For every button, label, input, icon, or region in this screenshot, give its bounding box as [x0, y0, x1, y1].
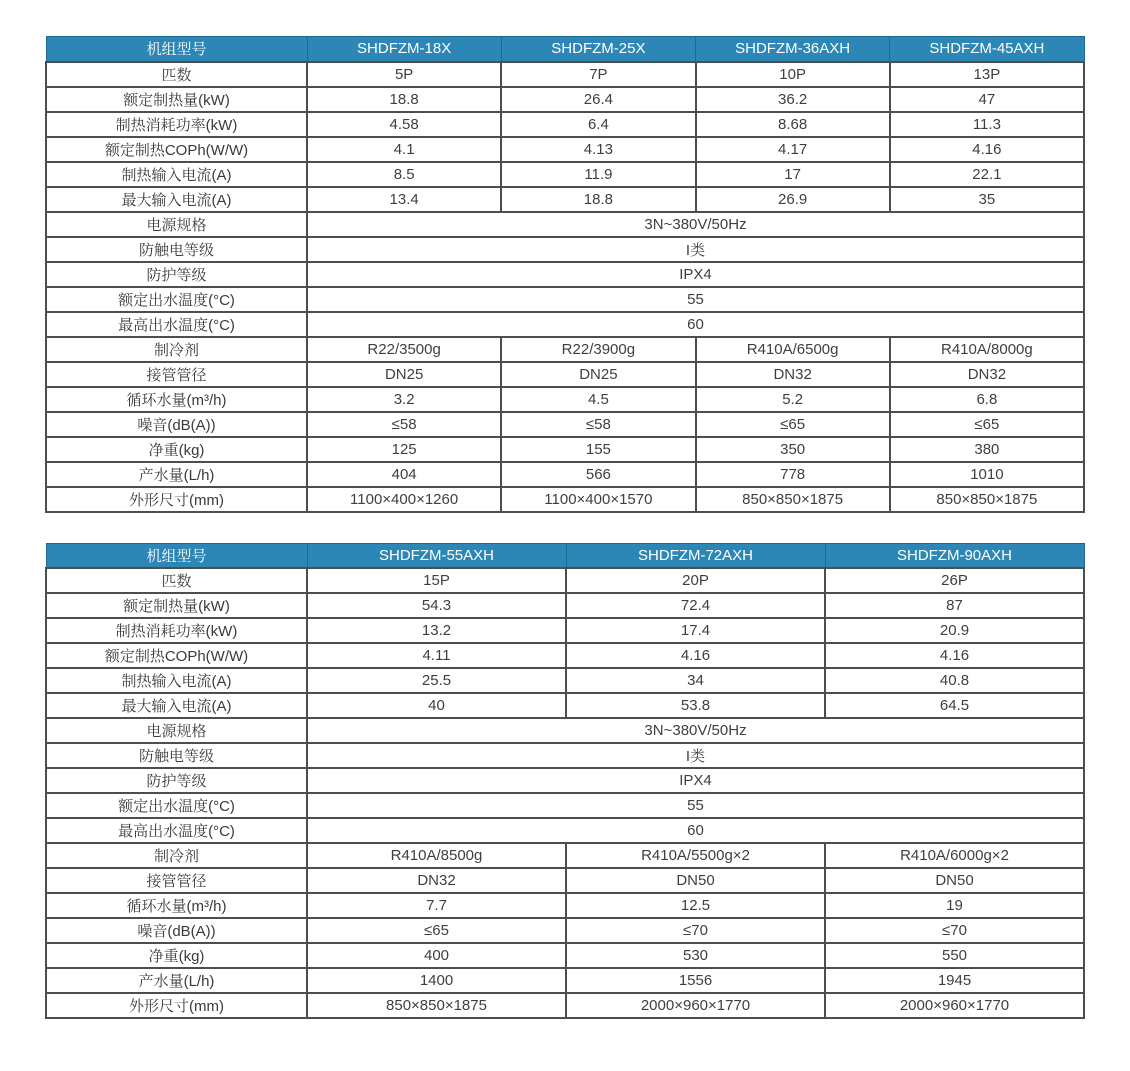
- value-cell: 4.58: [307, 112, 501, 137]
- value-cell: R410A/6500g: [696, 337, 890, 362]
- row-label: 循环水量(m³/h): [46, 387, 307, 412]
- value-cell-merged: 55: [307, 287, 1084, 312]
- table-row: [46, 693, 1084, 718]
- model-header-cell: SHDFZM-90AXH: [825, 543, 1084, 568]
- value-cell: 350: [696, 437, 890, 462]
- row-label: 制冷剂: [46, 843, 307, 868]
- row-label: 最高出水温度(°C): [46, 312, 307, 337]
- value-cell: ≤65: [307, 918, 566, 943]
- spec-table-1: [45, 36, 1085, 513]
- value-cell: 11.3: [890, 112, 1084, 137]
- value-cell: 35: [890, 187, 1084, 212]
- value-cell: 18.8: [307, 87, 501, 112]
- row-label: 匹数: [46, 62, 307, 87]
- table-row: [46, 462, 1084, 487]
- value-cell: 850×850×1875: [307, 993, 566, 1018]
- row-label: 循环水量(m³/h): [46, 893, 307, 918]
- value-cell: 1100×400×1260: [307, 487, 501, 512]
- row-label: 制冷剂: [46, 337, 307, 362]
- table-row: [46, 843, 1084, 868]
- value-cell: 64.5: [825, 693, 1084, 718]
- row-label: 外形尺寸(mm): [46, 487, 307, 512]
- value-cell: 13.4: [307, 187, 501, 212]
- row-category-header: 机组型号: [46, 543, 307, 568]
- value-cell: 20P: [566, 568, 825, 593]
- value-cell: R410A/6000g×2: [825, 843, 1084, 868]
- value-cell: ≤65: [696, 412, 890, 437]
- table-row: [46, 237, 1084, 262]
- row-label: 净重(kg): [46, 943, 307, 968]
- value-cell: R410A/8000g: [890, 337, 1084, 362]
- table-row: [46, 337, 1084, 362]
- model-header-cell: SHDFZM-55AXH: [307, 543, 566, 568]
- value-cell: 13.2: [307, 618, 566, 643]
- table-row: [46, 918, 1084, 943]
- value-cell: DN32: [307, 868, 566, 893]
- table-row: [46, 387, 1084, 412]
- value-cell: DN25: [307, 362, 501, 387]
- value-cell: 155: [501, 437, 695, 462]
- table-row: [46, 412, 1084, 437]
- value-cell: 18.8: [501, 187, 695, 212]
- value-cell: 87: [825, 593, 1084, 618]
- value-cell-merged: 60: [307, 818, 1084, 843]
- model-header-cell: SHDFZM-18X: [307, 37, 501, 62]
- row-label: 最大输入电流(A): [46, 693, 307, 718]
- table-row: [46, 893, 1084, 918]
- row-label: 噪音(dB(A)): [46, 918, 307, 943]
- value-cell: DN50: [566, 868, 825, 893]
- value-cell: ≤70: [566, 918, 825, 943]
- table-row: [46, 187, 1084, 212]
- value-cell: 20.9: [825, 618, 1084, 643]
- value-cell: R22/3900g: [501, 337, 695, 362]
- value-cell: DN25: [501, 362, 695, 387]
- row-label: 接管管径: [46, 868, 307, 893]
- value-cell: 1556: [566, 968, 825, 993]
- value-cell: 6.8: [890, 387, 1084, 412]
- value-cell: 1945: [825, 968, 1084, 993]
- value-cell: 7P: [501, 62, 695, 87]
- table-row: [46, 643, 1084, 668]
- row-label: 接管管径: [46, 362, 307, 387]
- value-cell: ≤58: [307, 412, 501, 437]
- table-row: [46, 618, 1084, 643]
- row-label: 额定制热COPh(W/W): [46, 643, 307, 668]
- table-row: [46, 868, 1084, 893]
- row-label: 制热消耗功率(kW): [46, 618, 307, 643]
- row-category-header: 机组型号: [46, 37, 307, 62]
- row-label: 噪音(dB(A)): [46, 412, 307, 437]
- row-label: 最高出水温度(°C): [46, 818, 307, 843]
- value-cell: 4.16: [825, 643, 1084, 668]
- value-cell: 11.9: [501, 162, 695, 187]
- value-cell: 26P: [825, 568, 1084, 593]
- value-cell: 3.2: [307, 387, 501, 412]
- table-row: [46, 62, 1084, 87]
- table-row: [46, 137, 1084, 162]
- table-row: [46, 162, 1084, 187]
- table-row: [46, 818, 1084, 843]
- value-cell: ≤58: [501, 412, 695, 437]
- value-cell: 15P: [307, 568, 566, 593]
- row-label: 制热输入电流(A): [46, 668, 307, 693]
- value-cell: 4.17: [696, 137, 890, 162]
- model-header-cell: SHDFZM-72AXH: [566, 543, 825, 568]
- spec-table-2: [45, 543, 1085, 1020]
- value-cell: 530: [566, 943, 825, 968]
- value-cell-merged: 60: [307, 312, 1084, 337]
- value-cell: 1010: [890, 462, 1084, 487]
- table-row: [46, 993, 1084, 1018]
- table-row: [46, 968, 1084, 993]
- table-row: [46, 437, 1084, 462]
- value-cell: 10P: [696, 62, 890, 87]
- value-cell: 850×850×1875: [890, 487, 1084, 512]
- row-label: 制热消耗功率(kW): [46, 112, 307, 137]
- value-cell: DN32: [890, 362, 1084, 387]
- value-cell: R22/3500g: [307, 337, 501, 362]
- row-label: 额定出水温度(°C): [46, 793, 307, 818]
- value-cell: 404: [307, 462, 501, 487]
- spec-tables-container: [45, 36, 1085, 1019]
- row-label: 额定制热COPh(W/W): [46, 137, 307, 162]
- value-cell: 47: [890, 87, 1084, 112]
- table-row: [46, 743, 1084, 768]
- value-cell: 40.8: [825, 668, 1084, 693]
- value-cell: 17: [696, 162, 890, 187]
- value-cell: 2000×960×1770: [566, 993, 825, 1018]
- value-cell: 7.7: [307, 893, 566, 918]
- value-cell: 72.4: [566, 593, 825, 618]
- value-cell: 36.2: [696, 87, 890, 112]
- value-cell: 400: [307, 943, 566, 968]
- value-cell: 6.4: [501, 112, 695, 137]
- row-label: 净重(kg): [46, 437, 307, 462]
- row-label: 防触电等级: [46, 743, 307, 768]
- value-cell: 19: [825, 893, 1084, 918]
- table-row: [46, 112, 1084, 137]
- table-row: [46, 768, 1084, 793]
- value-cell: 4.11: [307, 643, 566, 668]
- value-cell: ≤70: [825, 918, 1084, 943]
- value-cell: 1400: [307, 968, 566, 993]
- table-row: [46, 718, 1084, 743]
- row-label: 最大输入电流(A): [46, 187, 307, 212]
- table-row: [46, 312, 1084, 337]
- value-cell: 17.4: [566, 618, 825, 643]
- table-row: [46, 287, 1084, 312]
- table-row: [46, 793, 1084, 818]
- header-row: [46, 543, 1084, 568]
- value-cell: 26.9: [696, 187, 890, 212]
- value-cell-merged: IPX4: [307, 768, 1084, 793]
- row-label: 防触电等级: [46, 237, 307, 262]
- value-cell: 550: [825, 943, 1084, 968]
- table-row: [46, 212, 1084, 237]
- value-cell: 8.68: [696, 112, 890, 137]
- value-cell: 12.5: [566, 893, 825, 918]
- table-row: [46, 943, 1084, 968]
- row-label: 电源规格: [46, 718, 307, 743]
- header-row: [46, 37, 1084, 62]
- value-cell-merged: 3N~380V/50Hz: [307, 718, 1084, 743]
- value-cell: 26.4: [501, 87, 695, 112]
- value-cell: 2000×960×1770: [825, 993, 1084, 1018]
- row-label: 防护等级: [46, 262, 307, 287]
- row-label: 额定制热量(kW): [46, 593, 307, 618]
- value-cell: R410A/8500g: [307, 843, 566, 868]
- row-label: 产水量(L/h): [46, 462, 307, 487]
- value-cell: 5P: [307, 62, 501, 87]
- value-cell: 54.3: [307, 593, 566, 618]
- table-row: [46, 87, 1084, 112]
- row-label: 电源规格: [46, 212, 307, 237]
- value-cell: 13P: [890, 62, 1084, 87]
- row-label: 防护等级: [46, 768, 307, 793]
- row-label: 产水量(L/h): [46, 968, 307, 993]
- value-cell: 4.16: [890, 137, 1084, 162]
- value-cell: 34: [566, 668, 825, 693]
- value-cell: 4.16: [566, 643, 825, 668]
- value-cell: 1100×400×1570: [501, 487, 695, 512]
- model-header-cell: SHDFZM-36AXH: [696, 37, 890, 62]
- value-cell: 380: [890, 437, 1084, 462]
- row-label: 匹数: [46, 568, 307, 593]
- value-cell: DN50: [825, 868, 1084, 893]
- table-row: [46, 262, 1084, 287]
- value-cell-merged: IPX4: [307, 262, 1084, 287]
- value-cell: 5.2: [696, 387, 890, 412]
- table-row: [46, 593, 1084, 618]
- value-cell: 8.5: [307, 162, 501, 187]
- row-label: 额定制热量(kW): [46, 87, 307, 112]
- value-cell: DN32: [696, 362, 890, 387]
- value-cell: ≤65: [890, 412, 1084, 437]
- table-row: [46, 668, 1084, 693]
- value-cell-merged: 55: [307, 793, 1084, 818]
- value-cell: 53.8: [566, 693, 825, 718]
- value-cell-merged: I类: [307, 743, 1084, 768]
- table-row: [46, 487, 1084, 512]
- value-cell: 778: [696, 462, 890, 487]
- value-cell: 4.1: [307, 137, 501, 162]
- value-cell: 125: [307, 437, 501, 462]
- table-row: [46, 568, 1084, 593]
- row-label: 制热输入电流(A): [46, 162, 307, 187]
- value-cell-merged: 3N~380V/50Hz: [307, 212, 1084, 237]
- row-label: 外形尺寸(mm): [46, 993, 307, 1018]
- row-label: 额定出水温度(°C): [46, 287, 307, 312]
- value-cell: 850×850×1875: [696, 487, 890, 512]
- model-header-cell: SHDFZM-45AXH: [890, 37, 1084, 62]
- table-row: [46, 362, 1084, 387]
- value-cell-merged: I类: [307, 237, 1084, 262]
- value-cell: 566: [501, 462, 695, 487]
- value-cell: 25.5: [307, 668, 566, 693]
- model-header-cell: SHDFZM-25X: [501, 37, 695, 62]
- value-cell: R410A/5500g×2: [566, 843, 825, 868]
- value-cell: 22.1: [890, 162, 1084, 187]
- value-cell: 4.5: [501, 387, 695, 412]
- value-cell: 40: [307, 693, 566, 718]
- value-cell: 4.13: [501, 137, 695, 162]
